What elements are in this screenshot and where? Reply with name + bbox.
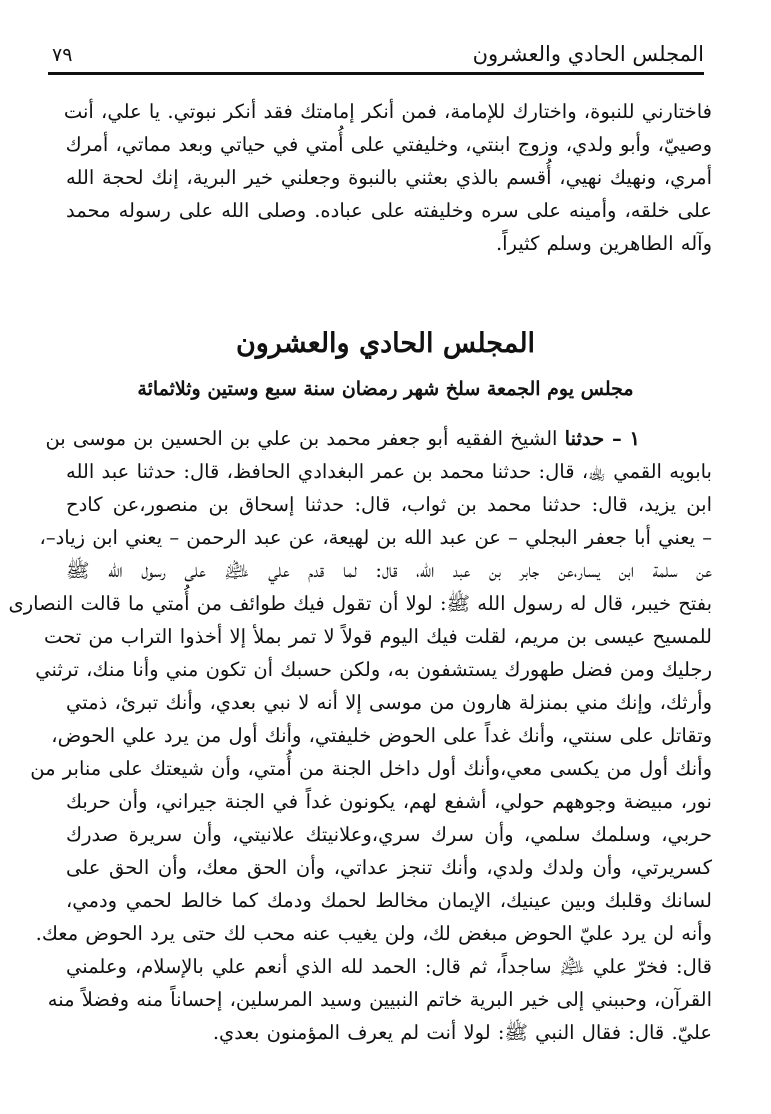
text-line: على خلقه، وأمينه على سره وخليفته على عباده. وصلى الله على رسوله محمد xyxy=(66,199,712,222)
text-line: وأنك أول من يكسى معي،وأنك أول داخل الجنة من أُمتي، وأن شيعتك على منابر من xyxy=(30,757,712,780)
text-line: نور، مبيضة وجوههم حولي، أشفع لهم، يكونون غداً في الجنة جيراني، وأن حربك xyxy=(66,790,712,813)
text-line: بفتح خيبر، قال له رسول الله ﷺ: لولا أن تقول فيك طوائف من أُمتي ما قالت النصارى xyxy=(8,592,712,615)
text-line: قال: فخرّ علي ﵇ ساجداً، ثم قال: الحمد لله الذي أنعم علي بالإسلام، وعلمني xyxy=(66,955,712,978)
text-line: ابن يزيد، قال: حدثنا محمد بن ثواب، قال: حدثنا إسحاق بن منصور،عن كادح xyxy=(66,493,712,516)
text-line: أمري، ونهيك نهيي، أُقسم بالذي بعثني بالنبوة وجعلني خير البرية، إنك لحجة الله xyxy=(66,166,712,189)
hadith-number: ١ – حدثنا xyxy=(564,427,640,450)
text-line: كسريرتي، وأن ولدك ولدي، وأنك تنجز عداتي، وأن الحق معك، وأن الحق على xyxy=(66,856,712,879)
text-line: وصييّ، وأبو ولدي، وزوج ابنتي، وخليفتي على أُمتي في حياتي وبعد مماتي، أمرك xyxy=(65,133,712,156)
previous-section-text xyxy=(63,95,712,260)
text-line: رجليك ومن فضل طهورك يستشفون به، ولكن حسبك أن تكون مني وأنا منك، ترثني xyxy=(35,658,712,681)
header-rule xyxy=(48,72,704,75)
text-line: عن سلمة ابن يسار،عن جابر بن عبد الله، قال: لما قدم علي ﵇ على رسول الله ﷺ xyxy=(66,559,712,582)
text-line: – يعني أبا جعفر البجلي – عن عبد الله بن لهيعة، عن عبد الرحمن – يعني ابن زياد–، xyxy=(39,526,712,549)
hadith-first-line xyxy=(45,422,712,455)
text-line: حربي، وسلمك سلمي، وأن سرك سري،وعلانيتك علانيتي، وأن سريرة صدرك xyxy=(66,823,712,846)
hadith-1 xyxy=(8,422,712,1049)
text-line: بابويه القمي ﵀، قال: حدثنا محمد بن عمر البغدادي الحافظ، قال: حدثنا عبد الله xyxy=(66,460,712,483)
text-line: الشيخ الفقيه أبو جعفر محمد بن علي بن الحسين بن موسى بن xyxy=(45,427,565,450)
running-header xyxy=(48,38,704,74)
text-line: لسانك وقلبك وبين عينيك، الإيمان مخالط لحمك ودمك كما خالط لحمي ودمي، xyxy=(66,889,712,912)
text-line: للمسيح عيسى بن مريم، لقلت فيك اليوم قولاً لا تمر بملأ إلا أخذوا التراب من تحت xyxy=(43,625,712,648)
text-line: وتقاتل على سنتي، وأنك غداً على الحوض خليفتي، وأنك أول من يرد علي الحوض، xyxy=(51,724,712,747)
text-line: القرآن، وحببني إلى خير البرية خاتم النبيين وسيد المرسلين، إحساناً منه وفضلاً منه xyxy=(47,988,712,1011)
chapter-subtitle: مجلس يوم الجمعة سلخ شهر رمضان سنة سبع وستين وثلاثمائة xyxy=(137,378,634,400)
text-line: فاختارني للنبوة، واختارك للإمامة، فمن أنكر إمامتك فقد أنكر نبوتي. يا علي، أنت xyxy=(63,100,712,123)
text-line: وأرثك، وإنك مني بمنزلة هارون من موسى إلا أنه لا نبي بعدي، وأنك تبرئ، ذمتي xyxy=(66,691,712,714)
text-line: وآله الطاهرين وسلم كثيراً. xyxy=(495,232,712,255)
chapter-title: المجلس الحادي والعشرون xyxy=(235,328,536,359)
text-line: وأنه لن يرد عليّ الحوض مبغض لك، ولن يغيب عنه محب لك حتى يرد الحوض معك. xyxy=(35,922,712,945)
page-number: ٧٩ xyxy=(52,44,73,66)
text-line: عليّ. قال: فقال النبي ﷺ: لولا أنت لم يعرف المؤمنون بعدي. xyxy=(212,1021,712,1044)
running-title: المجلس الحادي والعشرون xyxy=(472,42,704,66)
